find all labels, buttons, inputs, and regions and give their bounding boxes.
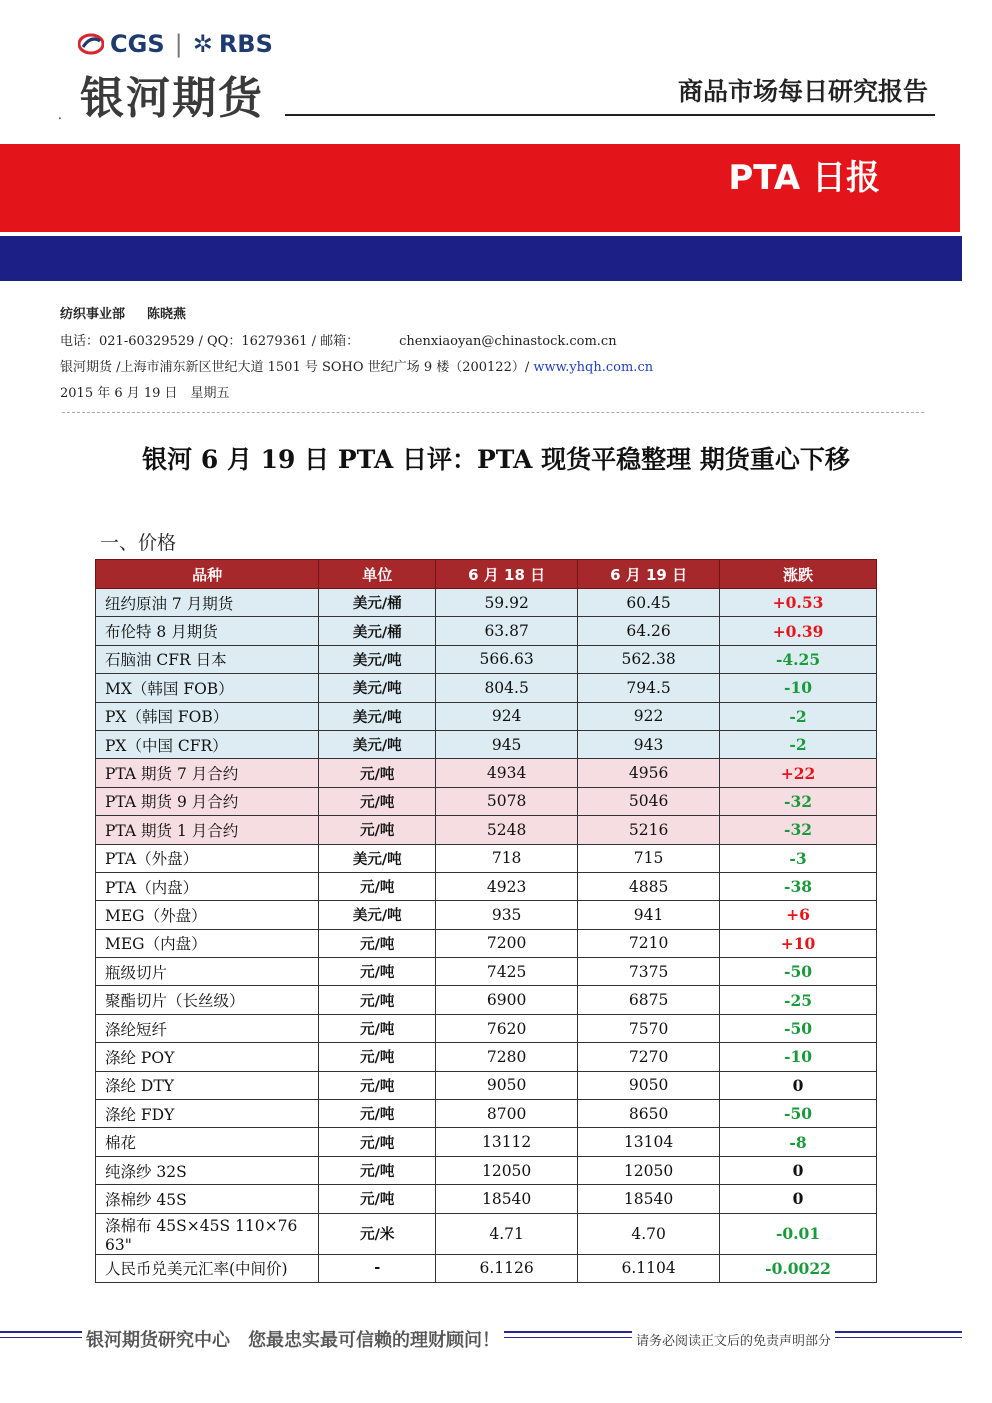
contact-line xyxy=(60,330,617,349)
price-table xyxy=(95,559,877,1283)
cell-jun18: 7620 xyxy=(436,1014,578,1042)
table-row xyxy=(96,1128,877,1156)
navy-banner xyxy=(0,236,962,281)
cell-unit: 元/吨 xyxy=(319,1071,436,1099)
address-text: 银河期货 /上海市浦东新区世纪大道 1501 号 SOHO 世纪广场 9 楼（200122）/ xyxy=(60,360,534,375)
dashed-divider xyxy=(62,412,924,413)
cell-unit: 元/吨 xyxy=(319,1156,436,1184)
cell-change: -2 xyxy=(720,702,877,730)
cell-jun19: 60.45 xyxy=(578,589,720,617)
table-row xyxy=(96,645,877,673)
cell-change: -10 xyxy=(720,674,877,702)
table-row xyxy=(96,1185,877,1213)
table-row xyxy=(96,844,877,872)
cell-unit: 元/米 xyxy=(319,1213,436,1254)
cell-variety: PTA（内盘） xyxy=(96,872,319,900)
author-line xyxy=(60,303,208,322)
table-row xyxy=(96,1254,877,1282)
cell-unit: 美元/吨 xyxy=(319,702,436,730)
table-row xyxy=(96,589,877,617)
footer-slogan: 银河期货研究中心 您最忠实最可信赖的理财顾问！ xyxy=(82,1326,504,1352)
cell-jun18: 18540 xyxy=(436,1185,578,1213)
cell-jun18: 7280 xyxy=(436,1043,578,1071)
cell-jun18: 59.92 xyxy=(436,589,578,617)
cell-variety: 纯涤纱 32S xyxy=(96,1156,319,1184)
cell-unit: 美元/吨 xyxy=(319,730,436,758)
author-name: 陈晓燕 xyxy=(147,307,187,322)
cell-jun19: 5216 xyxy=(578,816,720,844)
cell-change: +6 xyxy=(720,901,877,929)
cell-variety: PTA 期货 1 月合约 xyxy=(96,816,319,844)
cell-change: +10 xyxy=(720,929,877,957)
cgs-rbs-logo xyxy=(78,30,273,58)
cell-variety: 涤纶 FDY xyxy=(96,1100,319,1128)
cell-jun18: 13112 xyxy=(436,1128,578,1156)
table-row xyxy=(96,1100,877,1128)
cell-jun19: 7570 xyxy=(578,1014,720,1042)
cell-change: -38 xyxy=(720,872,877,900)
cell-jun19: 7375 xyxy=(578,958,720,986)
cell-variety: 涤棉纱 45S xyxy=(96,1185,319,1213)
cell-jun18: 4934 xyxy=(436,759,578,787)
cell-jun18: 7200 xyxy=(436,929,578,957)
footer-disclaimer: 请务必阅读正文后的免责声明部分 xyxy=(632,1330,835,1349)
cell-change: -50 xyxy=(720,1014,877,1042)
cell-jun18: 5078 xyxy=(436,787,578,815)
cell-jun19: 4885 xyxy=(578,872,720,900)
table-row xyxy=(96,1156,877,1184)
report-date: 2015 年 6 月 19 日 星期五 xyxy=(60,386,230,401)
cell-change: +0.39 xyxy=(720,617,877,645)
cell-jun18: 4923 xyxy=(436,872,578,900)
cell-unit: 元/吨 xyxy=(319,787,436,815)
header-divider xyxy=(285,114,935,116)
header-jun19: 6 月 19 日 xyxy=(578,560,720,589)
table-row xyxy=(96,816,877,844)
email-link[interactable]: chenxiaoyan@chinastock.com.cn xyxy=(399,334,617,349)
cell-variety: 聚酯切片（长丝级） xyxy=(96,986,319,1014)
cell-variety: PX（中国 CFR） xyxy=(96,730,319,758)
cell-jun18: 4.71 xyxy=(436,1213,578,1254)
cell-variety: MX（韩国 FOB） xyxy=(96,674,319,702)
rbs-star-icon: ✲ xyxy=(192,30,213,58)
cgs-swirl-icon xyxy=(78,33,104,55)
cell-jun19: 12050 xyxy=(578,1156,720,1184)
cell-variety: 棉花 xyxy=(96,1128,319,1156)
cell-change: -10 xyxy=(720,1043,877,1071)
table-row xyxy=(96,986,877,1014)
cell-jun19: 4956 xyxy=(578,759,720,787)
cell-jun19: 18540 xyxy=(578,1185,720,1213)
cell-variety: PTA 期货 7 月合约 xyxy=(96,759,319,787)
cell-jun19: 943 xyxy=(578,730,720,758)
cell-jun18: 804.5 xyxy=(436,674,578,702)
cell-unit: 美元/桶 xyxy=(319,617,436,645)
cell-jun19: 7270 xyxy=(578,1043,720,1071)
cell-unit: 美元/吨 xyxy=(319,645,436,673)
cell-jun19: 9050 xyxy=(578,1071,720,1099)
cell-unit: 元/吨 xyxy=(319,1185,436,1213)
cell-jun18: 718 xyxy=(436,844,578,872)
cell-jun19: 794.5 xyxy=(578,674,720,702)
address-line xyxy=(60,356,653,375)
section-title: 一、价格 xyxy=(100,532,177,554)
cell-jun18: 566.63 xyxy=(436,645,578,673)
table-row xyxy=(96,929,877,957)
header-unit: 单位 xyxy=(319,560,436,589)
cell-jun19: 941 xyxy=(578,901,720,929)
cell-unit: 元/吨 xyxy=(319,816,436,844)
company-logo-text: 银河期货 xyxy=(80,73,264,124)
table-row xyxy=(96,1071,877,1099)
cell-change: -32 xyxy=(720,816,877,844)
cell-jun19: 562.38 xyxy=(578,645,720,673)
cell-change: -4.25 xyxy=(720,645,877,673)
cell-jun19: 13104 xyxy=(578,1128,720,1156)
cell-jun18: 945 xyxy=(436,730,578,758)
cell-change: -8 xyxy=(720,1128,877,1156)
table-header-row xyxy=(96,560,877,589)
cell-variety: PTA（外盘） xyxy=(96,844,319,872)
cell-change: -2 xyxy=(720,730,877,758)
cell-change: 0 xyxy=(720,1071,877,1099)
cell-variety: 纽约原油 7 月期货 xyxy=(96,589,319,617)
cell-change: 0 xyxy=(720,1185,877,1213)
logo-cgs-text: CGS xyxy=(110,30,165,58)
cell-unit: - xyxy=(319,1254,436,1282)
cell-unit: 元/吨 xyxy=(319,1014,436,1042)
cell-change: -32 xyxy=(720,787,877,815)
cell-change: +22 xyxy=(720,759,877,787)
table-row xyxy=(96,1213,877,1254)
cell-change: 0 xyxy=(720,1156,877,1184)
cell-change: +0.53 xyxy=(720,589,877,617)
cell-jun18: 5248 xyxy=(436,816,578,844)
header-change: 涨跌 xyxy=(720,560,877,589)
margin-dot: . xyxy=(58,108,62,122)
cell-variety: MEG（内盘） xyxy=(96,929,319,957)
header-jun18: 6 月 18 日 xyxy=(436,560,578,589)
website-link[interactable]: www.yhqh.com.cn xyxy=(533,360,654,375)
cell-jun18: 9050 xyxy=(436,1071,578,1099)
table-row xyxy=(96,1014,877,1042)
headline: 银河 6 月 19 日 PTA 日评：PTA 现货平稳整理 期货重心下移 xyxy=(142,445,850,474)
table-row xyxy=(96,617,877,645)
cell-unit: 元/吨 xyxy=(319,759,436,787)
cell-jun19: 6.1104 xyxy=(578,1254,720,1282)
cell-variety: MEG（外盘） xyxy=(96,901,319,929)
cell-change: -0.0022 xyxy=(720,1254,877,1282)
cell-unit: 美元/吨 xyxy=(319,844,436,872)
cell-variety: 布伦特 8 月期货 xyxy=(96,617,319,645)
cell-jun18: 63.87 xyxy=(436,617,578,645)
report-type-title: 商品市场每日研究报告 xyxy=(677,77,928,106)
cell-unit: 元/吨 xyxy=(319,872,436,900)
table-row xyxy=(96,702,877,730)
cell-variety: 人民币兑美元汇率(中间价) xyxy=(96,1254,319,1282)
cell-variety: 涤纶 POY xyxy=(96,1043,319,1071)
header-variety: 品种 xyxy=(96,560,319,589)
cell-jun19: 715 xyxy=(578,844,720,872)
cell-change: -50 xyxy=(720,1100,877,1128)
cell-jun18: 6900 xyxy=(436,986,578,1014)
cell-change: -25 xyxy=(720,986,877,1014)
cell-jun18: 12050 xyxy=(436,1156,578,1184)
cell-jun19: 4.70 xyxy=(578,1213,720,1254)
cell-jun18: 8700 xyxy=(436,1100,578,1128)
cell-unit: 美元/吨 xyxy=(319,674,436,702)
cell-unit: 元/吨 xyxy=(319,958,436,986)
logo-separator: | xyxy=(174,30,183,58)
cell-jun18: 6.1126 xyxy=(436,1254,578,1282)
table-row xyxy=(96,674,877,702)
table-body xyxy=(96,589,877,1283)
logo-rbs-text: RBS xyxy=(218,30,273,58)
table-row xyxy=(96,759,877,787)
cell-variety: 石脑油 CFR 日本 xyxy=(96,645,319,673)
cell-variety: PX（韩国 FOB） xyxy=(96,702,319,730)
cell-unit: 美元/吨 xyxy=(319,901,436,929)
cell-jun18: 935 xyxy=(436,901,578,929)
cell-jun18: 7425 xyxy=(436,958,578,986)
department: 纺织事业部 xyxy=(60,307,126,322)
cell-jun19: 922 xyxy=(578,702,720,730)
cell-variety: 瓶级切片 xyxy=(96,958,319,986)
cell-unit: 美元/桶 xyxy=(319,589,436,617)
cell-variety: 涤纶 DTY xyxy=(96,1071,319,1099)
cell-variety: PTA 期货 9 月合约 xyxy=(96,787,319,815)
table-row xyxy=(96,1043,877,1071)
cell-jun18: 924 xyxy=(436,702,578,730)
cell-change: -50 xyxy=(720,958,877,986)
cell-jun19: 7210 xyxy=(578,929,720,957)
cell-unit: 元/吨 xyxy=(319,986,436,1014)
cell-unit: 元/吨 xyxy=(319,929,436,957)
table-row xyxy=(96,901,877,929)
cell-unit: 元/吨 xyxy=(319,1100,436,1128)
cell-unit: 元/吨 xyxy=(319,1128,436,1156)
cell-jun19: 5046 xyxy=(578,787,720,815)
cell-jun19: 64.26 xyxy=(578,617,720,645)
table-row xyxy=(96,872,877,900)
banner-title: PTA 日报 xyxy=(728,158,880,198)
cell-jun19: 8650 xyxy=(578,1100,720,1128)
cell-change: -0.01 xyxy=(720,1213,877,1254)
table-row xyxy=(96,787,877,815)
cell-variety: 涤纶短纤 xyxy=(96,1014,319,1042)
cell-jun19: 6875 xyxy=(578,986,720,1014)
table-row xyxy=(96,958,877,986)
table-row xyxy=(96,730,877,758)
cell-variety: 涤棉布 45S×45S 110×76 63" xyxy=(96,1213,319,1254)
cell-unit: 元/吨 xyxy=(319,1043,436,1071)
contact-prefix: 电话：021-60329529 / QQ：16279361 / 邮箱： xyxy=(60,334,360,349)
cell-change: -3 xyxy=(720,844,877,872)
